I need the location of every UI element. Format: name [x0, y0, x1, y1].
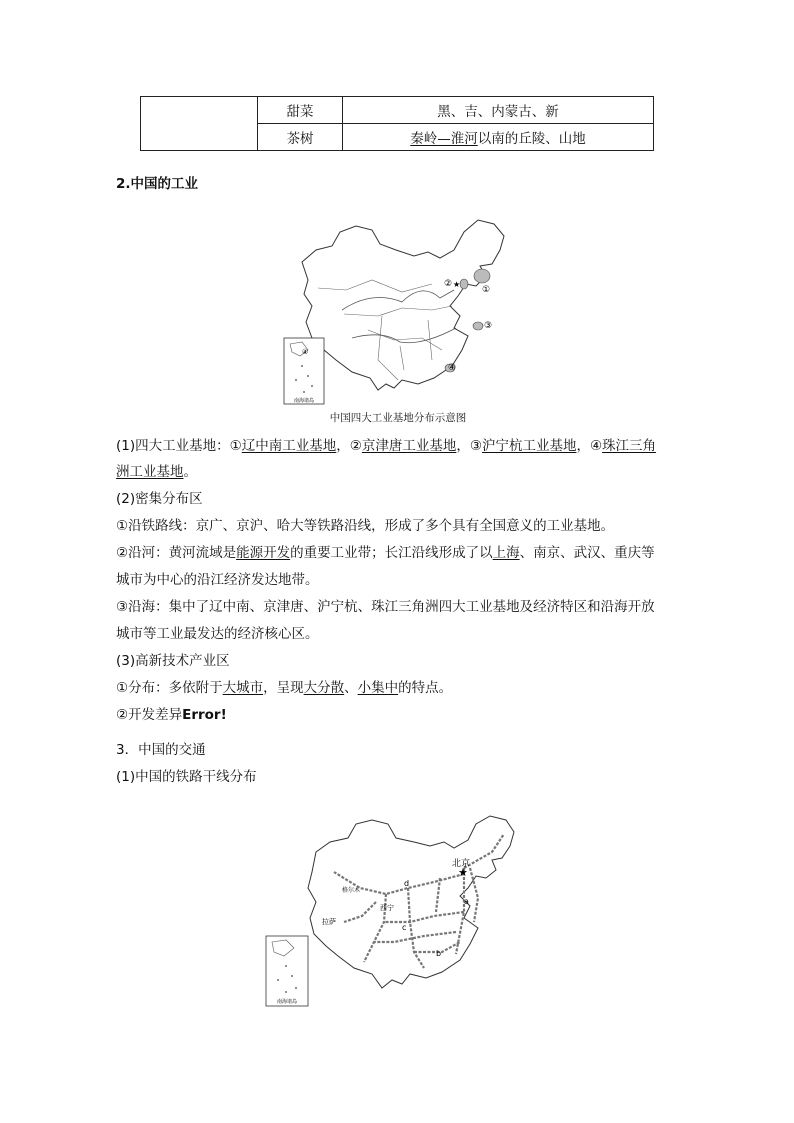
map-label-3: ③ — [484, 321, 493, 331]
base-huningyhang — [473, 322, 483, 330]
section-heading-industry: 2.中国的工业 — [116, 176, 199, 192]
paragraph-railway: ①沿铁路线：京广、京沪、哈大等铁路沿线，形成了多个具有全国意义的工业基地。 — [116, 518, 615, 534]
error-text: Error! — [182, 707, 227, 723]
paragraph-hitech-distribution — [116, 678, 452, 698]
table-cell-crop: 甜菜 — [258, 97, 343, 124]
label-a: a — [464, 897, 469, 906]
underlined-text: 辽中南工业基地 — [241, 438, 337, 454]
section-heading-transport: 3．中国的交通 — [116, 742, 206, 758]
table-cell-empty — [141, 97, 258, 151]
table-row — [141, 97, 654, 124]
railway-map — [264, 812, 522, 1010]
label-lasa: 拉萨 — [322, 918, 336, 926]
label-beijing: 北京 — [452, 859, 471, 869]
label-d: d — [404, 879, 410, 888]
paragraph-river — [116, 543, 655, 563]
underlined-text: 大城市 — [222, 680, 264, 696]
paragraph-coast: ③沿海：集中了辽中南、京津唐、沪宁杭、珠江三角洲四大工业基地及经济特区和沿海开放 — [116, 599, 655, 615]
table-cell-crop: 茶树 — [258, 124, 343, 151]
label-c: c — [402, 923, 407, 932]
river-yellow — [342, 290, 454, 310]
map-label-2: ② — [444, 279, 453, 289]
crop-distribution-table — [140, 96, 654, 151]
text: ①分布：多依附于 — [116, 680, 223, 696]
text: 、南京、武汉、重庆等 — [519, 545, 655, 561]
text: ②开发差异 — [116, 707, 183, 723]
text: 的重要工业带；长江沿线形成了以 — [290, 545, 493, 561]
text: ，② — [336, 438, 362, 454]
underlined-text: 能源开发 — [236, 545, 291, 561]
china-outline — [308, 816, 514, 988]
underlined-text: 小集中 — [357, 680, 399, 696]
south-china-sea-inset — [266, 936, 308, 1006]
map-caption: 中国四大工业基地分布示意图 — [329, 412, 467, 424]
base-jingjintang — [460, 279, 468, 289]
railway-lines — [334, 834, 504, 968]
river-yangtze — [352, 328, 456, 343]
inset-label: 南海诸岛 — [293, 398, 315, 404]
province-line — [318, 280, 452, 380]
text: 。 — [183, 464, 197, 480]
base-liaozhongnan — [474, 269, 490, 283]
beijing-star-icon: ★ — [453, 280, 461, 289]
text: ②沿河：黄河流域是 — [116, 545, 237, 561]
industrial-bases-map — [282, 210, 514, 408]
text: (1)四大工业基地：① — [116, 438, 242, 454]
beijing-star-icon: ★ — [458, 866, 468, 879]
underlined-text: 珠江三角 — [602, 438, 657, 454]
underlined-text: 京津唐工业基地 — [361, 438, 457, 454]
paragraph-bases — [116, 436, 656, 456]
text: ，④ — [576, 438, 603, 454]
text: 、 — [344, 680, 358, 696]
underlined-text: 秦岭—淮河 — [410, 131, 478, 147]
label-xining: 西宁 — [380, 904, 394, 912]
paragraph-dense-heading: (2)密集分布区 — [116, 491, 203, 507]
underlined-text: 洲工业基地 — [116, 464, 184, 480]
table-cell-region — [343, 124, 654, 151]
inset-label: 南海诸岛 — [276, 999, 298, 1005]
underlined-text: 上海 — [492, 545, 520, 561]
text: 以南的丘陵、山地 — [477, 131, 586, 147]
label-geermu: 格尔木 — [342, 887, 361, 894]
paragraph-bases-cont — [116, 462, 197, 482]
text: ，③ — [456, 438, 482, 454]
map-label-1: ① — [482, 285, 491, 295]
text: ，呈现 — [263, 680, 304, 696]
map-label-4-inset: ④ — [302, 348, 309, 356]
text: 的特点。 — [398, 680, 453, 696]
underlined-text: 沪宁杭工业基地 — [481, 438, 577, 454]
table-cell-region: 黑、吉、内蒙古、新 — [343, 97, 654, 124]
underlined-text: 大分散 — [303, 680, 345, 696]
paragraph-hitech-heading: (3)高新技术产业区 — [116, 653, 230, 669]
label-b: b — [436, 949, 442, 958]
paragraph-railway-heading: (1)中国的铁路干线分布 — [116, 769, 257, 785]
railway-map-svg — [264, 812, 522, 1010]
map-label-4: ④ — [448, 363, 457, 373]
industrial-bases-map-svg — [282, 210, 514, 408]
paragraph-coast-cont: 城市等工业最发达的经济核心区。 — [116, 626, 319, 642]
paragraph-river-cont: 城市为中心的沿江经济发达地带。 — [116, 572, 319, 588]
paragraph-hitech-difference — [116, 705, 227, 725]
